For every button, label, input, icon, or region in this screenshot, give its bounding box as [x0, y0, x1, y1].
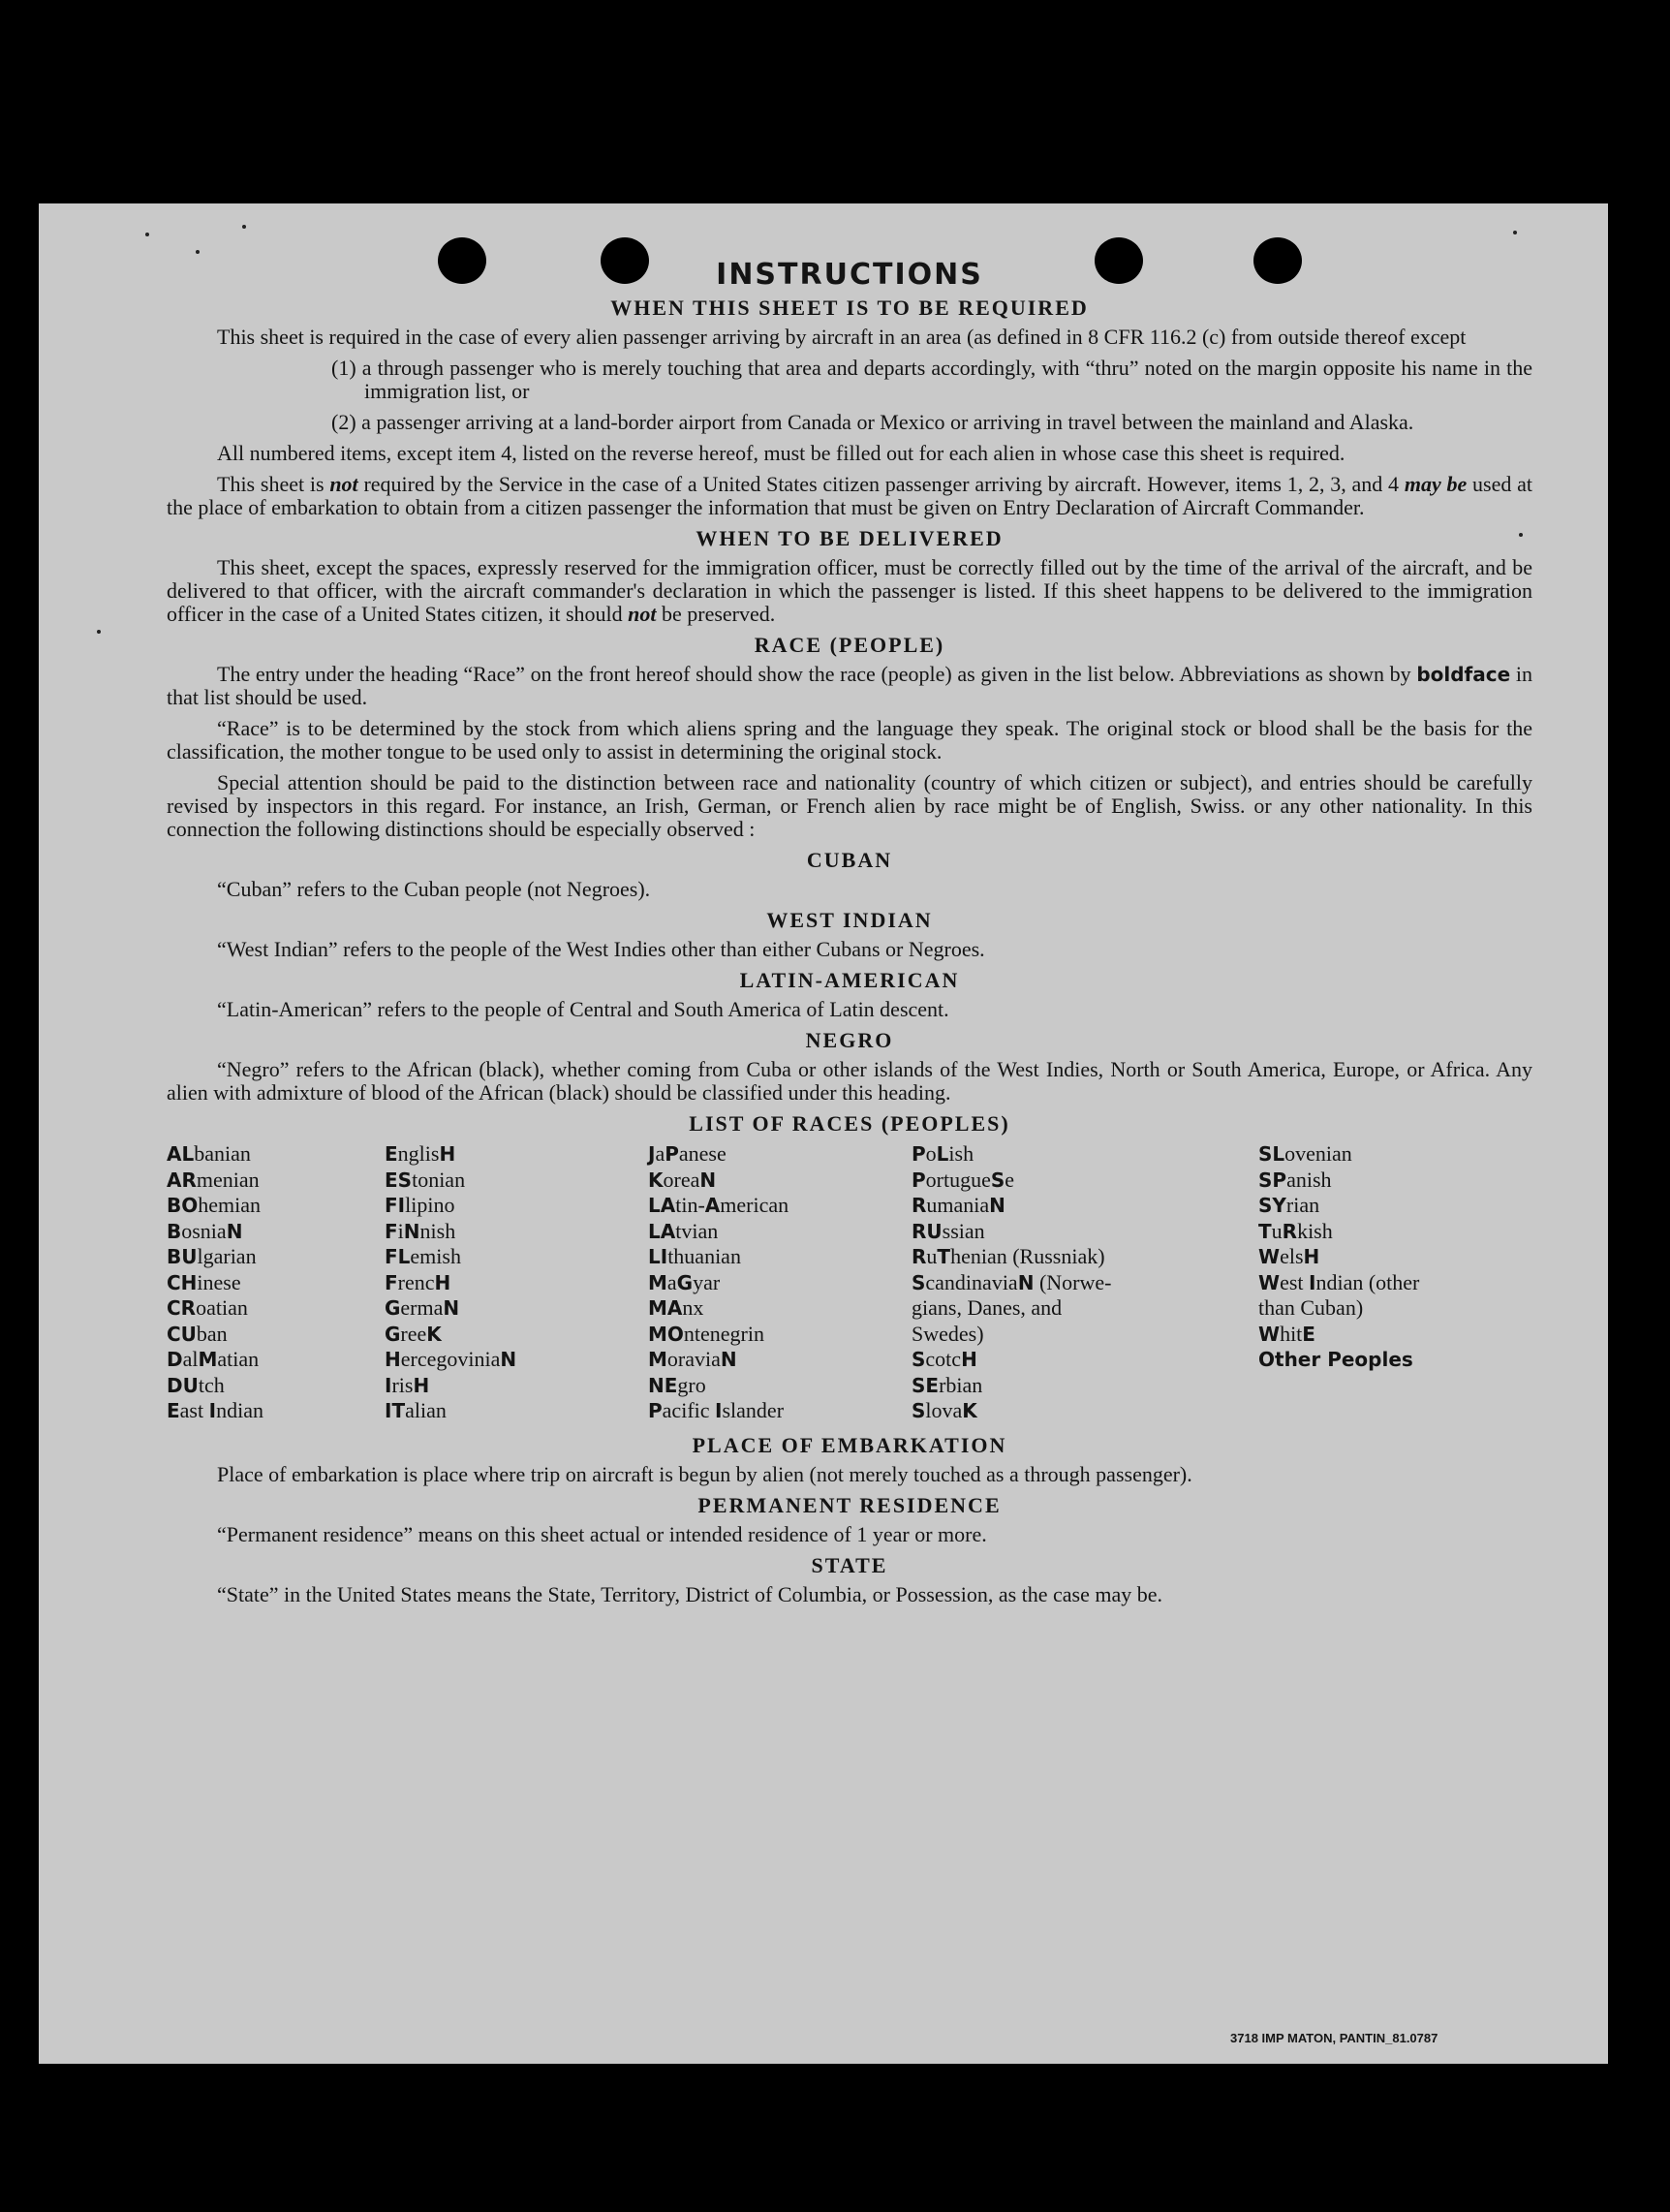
race-entry: RUssian: [912, 1218, 985, 1243]
speck: [242, 225, 246, 229]
section-heading-race: RACE (PEOPLE): [754, 633, 945, 657]
race-entry: EnglisH: [385, 1141, 456, 1166]
races-column: [648, 1141, 912, 1424]
paragraph: “Negro” refers to the African (black), whether coming from Cuba or other islands of the West Indies, North or South America, Europe, or Africa. Any alien with admixture of blood of the African (black) should be classified under this heading.: [167, 1057, 1532, 1105]
race-entry: ARmenian: [167, 1167, 260, 1192]
speck: [145, 233, 149, 236]
races-column: [167, 1141, 385, 1424]
section-heading-races-list: LIST OF RACES (PEOPLES): [689, 1111, 1010, 1136]
race-entry: CHinese: [167, 1269, 241, 1294]
paragraph: Special attention should be paid to the distinction between race and nationality (country of which citizen or subject), and entries should be carefully revised by inspectors in this regard. For instance, an Irish, German, or French alien by race might be of English, Swiss. or any other nationality. In this connection the following distinctions should be especially observed :: [167, 770, 1532, 841]
race-entry: MAnx: [648, 1295, 704, 1320]
section-heading-west-indian: WEST INDIAN: [766, 908, 933, 932]
race-entry: ScotcH: [912, 1347, 977, 1371]
race-entry: ScandinaviaN (Norwe-: [912, 1269, 1112, 1294]
paragraph: This sheet is required in the case of every alien passenger arriving by aircraft in an area (as defined in 8 CFR 116.2 (c) from outside thereof except: [217, 325, 1467, 349]
race-entry: GermaN: [385, 1295, 460, 1320]
race-entry: BosniaN: [167, 1218, 243, 1243]
race-entry: Pacific Islander: [648, 1398, 785, 1422]
race-entry: MaGyar: [648, 1269, 721, 1294]
race-entry: SYrian: [1258, 1193, 1320, 1217]
list-item: (1) a through passenger who is merely touching that area and departs accordingly, with “thru” noted on the margin opposite his name in the immigration list, or: [331, 356, 1532, 403]
race-entry: than Cuban): [1258, 1295, 1364, 1320]
section-heading-embarkation: PLACE OF EMBARKATION: [692, 1432, 1007, 1457]
race-entry: BOhemian: [167, 1193, 262, 1217]
race-entry: West Indian (other: [1258, 1269, 1420, 1294]
paragraph: This sheet is not required by the Service in the case of a United States citizen passenger arriving by aircraft. However, items 1, 2, 3, and 4 may be used at the place of embarkation to obtain from a citizen passenger the information that must be given on Entry Declaration of Aircraft Commander.: [167, 472, 1532, 519]
race-entry: ITalian: [385, 1398, 447, 1422]
race-entry: CUban: [167, 1321, 228, 1346]
race-entry: KoreaN: [648, 1167, 717, 1192]
race-entry: CRoatian: [167, 1295, 248, 1320]
print-code: 3718 IMP MATON, PANTIN_81.0787: [1230, 2031, 1438, 2045]
speck: [1513, 231, 1517, 234]
list-item: (2) a passenger arriving at a land-border airport from Canada or Mexico or arriving in travel between the mainland and Alaska.: [331, 410, 1414, 434]
section-heading-latin-american: LATIN-AMERICAN: [739, 968, 960, 992]
race-entry: SPanish: [1258, 1167, 1332, 1192]
race-entry: FrencH: [385, 1269, 451, 1294]
race-entry: TuRkish: [1258, 1218, 1333, 1243]
race-entry: MoraviaN: [648, 1347, 737, 1371]
paragraph: This sheet, except the spaces, expressly reserved for the immigration officer, must be correctly filled out by the time of the arrival of the aircraft, and be delivered to that officer, with the aircraft commander's declaration in which the passenger is listed. If this sheet happens to be delivered to the immigration officer in the case of a United States citizen, it should not be preserved.: [167, 555, 1532, 626]
section-heading-residence: PERMANENT RESIDENCE: [697, 1492, 1002, 1517]
race-entry: RumaniaN: [912, 1193, 1005, 1217]
race-entry: SErbian: [912, 1372, 983, 1397]
race-entry: NEgro: [648, 1372, 706, 1397]
race-entry: HercegoviniaN: [385, 1347, 517, 1371]
race-entry: LAtin-American: [648, 1193, 789, 1217]
paragraph: Place of embarkation is place where trip on aircraft is begun by alien (not merely touched as a through passenger).: [217, 1461, 1192, 1486]
race-entry: FLemish: [385, 1244, 461, 1268]
race-entry: IrisH: [385, 1372, 430, 1397]
races-column: [1258, 1141, 1532, 1424]
race-entry: SlovaK: [912, 1398, 977, 1422]
race-entry: Swedes): [912, 1321, 984, 1346]
paragraph: “Cuban” refers to the Cuban people (not Negroes).: [217, 877, 651, 901]
paragraph: The entry under the heading “Race” on the front hereof should show the race (people) as given in the list below. Abbreviations as shown by boldface in that list should be used.: [167, 662, 1532, 709]
race-entry: BUlgarian: [167, 1244, 257, 1268]
race-entry: JaPanese: [648, 1141, 727, 1166]
race-entry: PoLish: [912, 1141, 974, 1166]
page-title: INSTRUCTIONS: [716, 258, 983, 292]
section-heading-negro: NEGRO: [805, 1028, 894, 1052]
race-entry: EStonian: [385, 1167, 466, 1192]
race-entry: WhitE: [1258, 1321, 1315, 1346]
race-entry: FiNnish: [385, 1218, 456, 1243]
race-entry: East Indian: [167, 1398, 263, 1422]
races-column: [385, 1141, 648, 1424]
race-entry: MOntenegrin: [648, 1321, 764, 1346]
race-entry: WelsH: [1258, 1244, 1320, 1268]
race-entry: DalMatian: [167, 1347, 260, 1371]
paragraph: All numbered items, except item 4, listed on the reverse hereof, must be filled out for each alien in whose case this sheet is required.: [217, 441, 1345, 465]
race-entry: SLovenian: [1258, 1141, 1352, 1166]
race-entry: LIthuanian: [648, 1244, 741, 1268]
race-entry: LAtvian: [648, 1218, 719, 1243]
section-heading-state: STATE: [811, 1552, 888, 1577]
speck: [196, 250, 200, 254]
race-entry: gians, Danes, and: [912, 1295, 1063, 1320]
races-list: [167, 1141, 1532, 1424]
paragraph: “West Indian” refers to the people of the West Indies other than either Cubans or Negroes.: [217, 937, 985, 961]
paragraph: “State” in the United States means the State, Territory, District of Columbia, or Possession, as the case may be.: [217, 1581, 1163, 1606]
paragraph: “Race” is to be determined by the stock from which aliens spring and the language they speak. The original stock or blood shall be the basis for the classification, the mother tongue to be used only to assist in determining the original stock.: [167, 716, 1532, 763]
race-entry: ALbanian: [167, 1141, 251, 1166]
races-column: [912, 1141, 1258, 1424]
section-heading-cuban: CUBAN: [806, 848, 893, 872]
speck: [97, 630, 101, 634]
section-heading-delivered: WHEN TO BE DELIVERED: [696, 526, 1004, 550]
section-heading-required: WHEN THIS SHEET IS TO BE REQUIRED: [610, 296, 1089, 320]
race-entry: RuThenian (Russniak): [912, 1244, 1105, 1268]
paragraph: “Permanent residence” means on this sheet actual or intended residence of 1 year or more.: [217, 1521, 987, 1546]
race-entry: DUtch: [167, 1372, 225, 1397]
document-body: [167, 258, 1532, 1614]
race-entry: FIlipino: [385, 1193, 455, 1217]
race-entry: GreeK: [385, 1321, 442, 1346]
race-entry: PortugueSe: [912, 1167, 1015, 1192]
race-entry: Other Peoples: [1258, 1348, 1413, 1371]
document-sheet: [39, 203, 1608, 2064]
paragraph: “Latin-American” refers to the people of Central and South America of Latin descent.: [217, 997, 949, 1021]
